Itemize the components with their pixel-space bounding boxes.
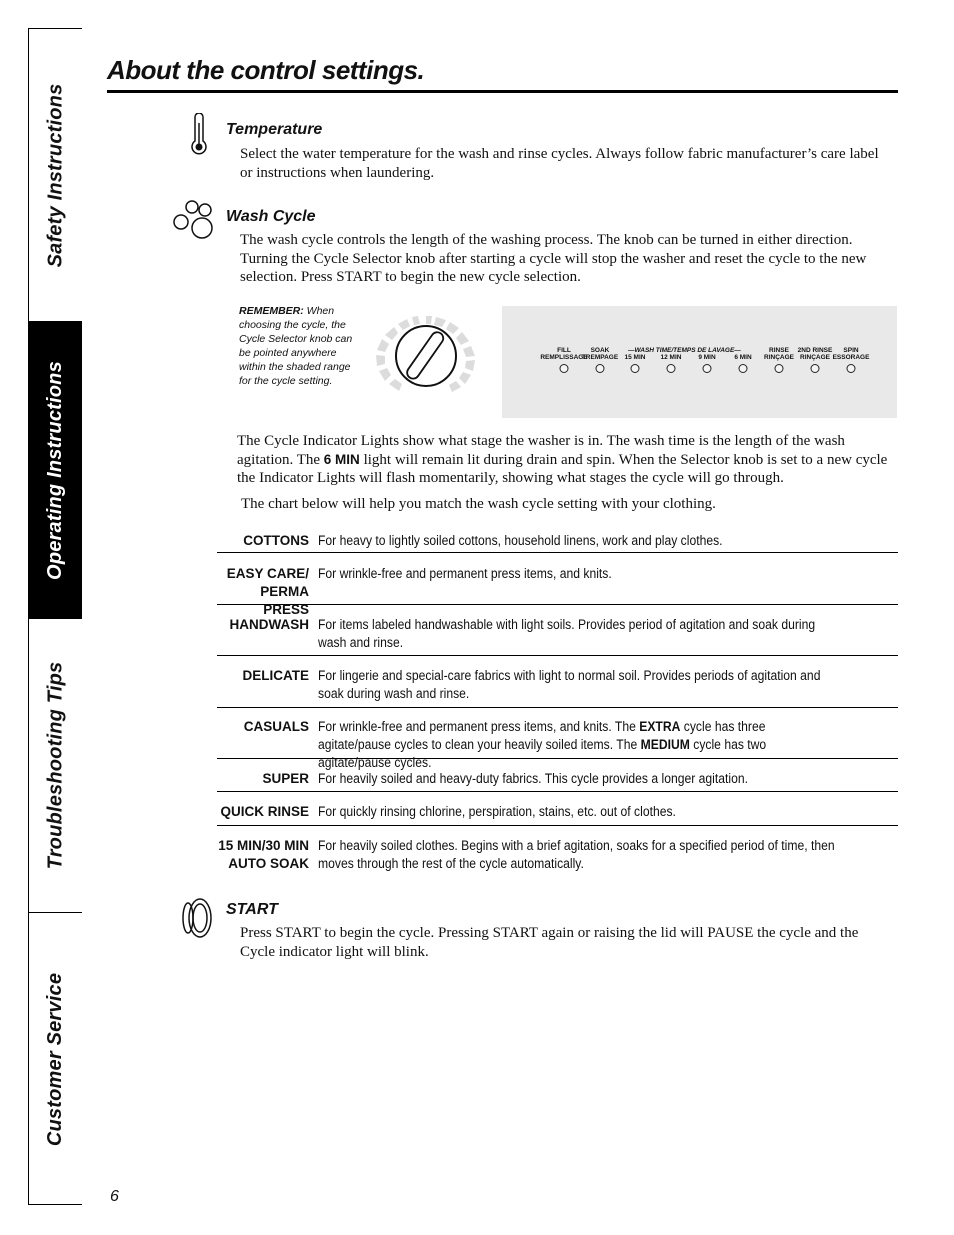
indicator-light-15min (631, 364, 640, 373)
tab-label: Customer Service (44, 972, 66, 1147)
light-label-spin: SPIN ESSORAGE (832, 347, 870, 361)
cycle-selector-knob-icon (374, 314, 478, 394)
tab-safety-instructions[interactable] (29, 29, 82, 322)
cycle-description: For heavily soiled clothes. Begins with a brief agitation, soaks for a specified period of time, then moves through the rest of the cycle automatically. (318, 838, 835, 871)
light-label-6min: 6 MIN (734, 354, 752, 361)
start-text: Press START to begin the cycle. Pressing START again or raising the lid will PAUSE the cycle and the Cycle indicator light will blink. (240, 925, 859, 960)
tab-label: Troubleshooting Tips (44, 661, 67, 870)
light-label-fill: FILL REMPLISSAGE (540, 347, 588, 361)
light-label-soak: SOAK TREMPAGE (581, 347, 619, 361)
bubbles-icon (172, 198, 216, 240)
title-rule (107, 90, 898, 93)
remember-label: REMEMBER: (239, 305, 304, 317)
table-row (217, 826, 898, 880)
light-label-2nd-rinse: 2ND RINSE RINÇAGE (797, 347, 833, 361)
cycle-description: For wrinkle-free and permanent press items, and knits. The EXTRA cycle has three agitate/pause cycles to clean your heavily soiled items. The MEDIUM cycle has two agitate/pause cycles. (318, 719, 767, 770)
indicator-panel (502, 306, 897, 418)
cycle-name: SUPER (262, 771, 309, 786)
page-title: About the control settings. (107, 55, 425, 85)
light-label-12min: 12 MIN (660, 354, 682, 361)
indicator-light-spin (847, 364, 856, 373)
tab-customer-service[interactable] (29, 913, 82, 1206)
cycle-description: For wrinkle-free and permanent press items, and knits. (318, 566, 612, 581)
indicator-light-12min (667, 364, 676, 373)
cycle-description: For heavily soiled and heavy-duty fabrics. This cycle provides a longer agitation. (318, 771, 748, 786)
tab-label: Safety Instructions (44, 83, 66, 267)
table-row (217, 656, 898, 708)
wash-cycle-heading: Wash Cycle (226, 208, 316, 225)
temperature-text: Select the water temperature for the wash and rinse cycles. Always follow fabric manufacturer’s care label or instructions when laundering. (240, 146, 879, 181)
cycle-name: DELICATE (242, 668, 309, 683)
indicator-text: The Cycle Indicator Lights show what stage the washer is in. The wash time is the length of the wash agitation. The 6 MIN light will remain lit during drain and spin. When the Selector knob is set to a new cycle the Indicator Lights will flash momentarily, showing what stages the cycle will go through. (237, 433, 888, 486)
remember-text: When choosing the cycle, the Cycle Selector knob can be pointed anywhere within the shaded range for the cycle setting. (239, 305, 353, 387)
table-row (217, 792, 898, 826)
indicator-light-6min (739, 364, 748, 373)
light-label-9min: 9 MIN (698, 354, 716, 361)
side-tabs (28, 28, 82, 1205)
cycle-name: EASY CARE/ PERMA PRESS (226, 566, 309, 617)
cycle-name: QUICK RINSE (220, 804, 309, 819)
remember-note (239, 304, 365, 388)
table-row (217, 526, 898, 553)
cycle-name: CASUALS (243, 719, 309, 734)
thermometer-icon (188, 113, 210, 155)
light-label-rinse: RINSE RINÇAGE (764, 347, 794, 361)
page-number: 6 (110, 1188, 119, 1205)
indicator-light-rinse (775, 364, 784, 373)
cycle-name: 15 MIN/30 MIN AUTO SOAK (218, 838, 309, 871)
chart-intro-text: The chart below will help you match the wash cycle setting with your clothing. (241, 496, 716, 512)
cycle-description: For items labeled handwashable with light soils. Provides period of agitation and soak during wash and rinse. (318, 617, 816, 650)
indicator-light-fill (560, 364, 569, 373)
table-row (217, 553, 898, 617)
cycle-description: For heavy to lightly soiled cottons, household linens, work and play clothes. (318, 533, 723, 548)
start-button-icon (180, 896, 214, 940)
indicator-light-2nd-rinse (811, 364, 820, 373)
tab-label: Operating Instructions (44, 360, 66, 580)
cycle-table (217, 526, 898, 880)
start-heading: START (226, 901, 278, 918)
temperature-heading: Temperature (226, 121, 323, 138)
cycle-name: COTTONS (243, 533, 309, 548)
cycle-description: For lingerie and special-care fabrics with light to normal soil. Provides periods of agitation and soak during wash and rinse. (318, 668, 821, 701)
indicator-light-soak (596, 364, 605, 373)
table-row (217, 605, 898, 656)
indicator-light-9min (703, 364, 712, 373)
tab-troubleshooting-tips[interactable] (29, 619, 82, 913)
cycle-name: HANDWASH (229, 617, 309, 632)
table-row (217, 708, 898, 770)
light-label-15min: 15 MIN (624, 354, 646, 361)
wash-cycle-text: The wash cycle controls the length of the washing process. The knob can be turned in either direction. Turning the Cycle Selector knob after starting a cycle will stop the washer and reset the cycle to the new selection. Press START to begin the new cycle selection. (240, 232, 867, 285)
cycle-description: For quickly rinsing chlorine, perspiration, stains, etc. out of clothes. (318, 804, 676, 819)
tab-operating-instructions[interactable] (29, 322, 82, 619)
wash-time-label: —WASH TIME/TEMPS DE LAVAGE— (628, 347, 741, 354)
